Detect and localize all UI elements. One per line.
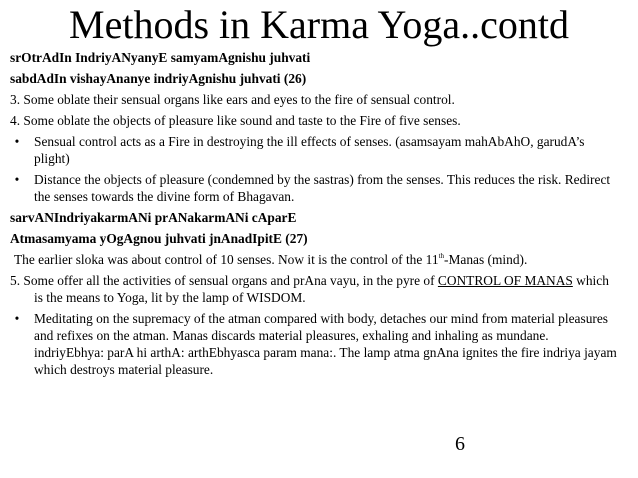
bullet-icon: • xyxy=(14,134,20,149)
point-5 xyxy=(10,272,620,306)
ordinal-superscript: th xyxy=(438,252,445,260)
note-text-end: -Manas (mind). xyxy=(444,252,528,267)
sloka-line-1: srOtrAdIn IndriyANyanyE samyamAgnishu juhvati xyxy=(10,50,311,65)
point-5-emphasis: CONTROL OF MANAS xyxy=(437,273,573,288)
sloka-line-4: Atmasamyama yOgAgnou juhvati jnAnadIpitE (27) xyxy=(10,231,308,246)
bullet-icon: • xyxy=(14,172,20,187)
bullet-item-distance-objects xyxy=(10,171,620,205)
bullet-text: Distance the objects of pleasure (condemned by the sastras) from the senses. This reduces the risk. Redirect the senses towards the divine form of Bhagavan. xyxy=(34,172,611,204)
slide-content xyxy=(10,49,620,382)
point-5-start: 5. Some offer all the activities of sensual organs and prAna vayu, in the pyre of xyxy=(10,273,438,288)
page-number: 6 xyxy=(455,433,465,455)
note-text-start: The earlier sloka was about control of 10 senses. Now it is the control of the 11 xyxy=(14,252,439,267)
sloka-line-2: sabdAdIn vishayAnanye indriyAgnishu juhvati (26) xyxy=(10,71,307,86)
sloka-line-3: sarvANIndriyakarmANi prANakarmANi cAparE xyxy=(10,210,297,225)
slide-title: Methods in Karma Yoga..contd xyxy=(69,2,569,47)
bullet-text: Sensual control acts as a Fire in destroying the ill effects of senses. (asamsayam mahAbAhO, garudA’s plight) xyxy=(34,134,585,166)
point-3: 3. Some oblate their sensual organs like ears and eyes to the fire of sensual control. xyxy=(10,92,455,107)
note-manas xyxy=(10,251,620,268)
bullet-item-sensual-control xyxy=(10,133,620,167)
point-4: 4. Some oblate the objects of pleasure like sound and taste to the Fire of five senses. xyxy=(10,113,461,128)
bullet-item-meditating xyxy=(10,310,620,378)
bullet-text: Meditating on the supremacy of the atman compared with body, detaches our mind from material pleasures and refixes on the atman. Manas discards material pleasures, exhaling and inhaling as mundane. indriyEbhya: parA hi arthA: arthEbhyasca param mana:. The lamp atma gnAna ignites the fire indriya jayam which destroys material pleasure. xyxy=(34,311,617,377)
bullet-icon: • xyxy=(14,311,20,326)
point-5-end: which is the means to Yoga, lit by the lamp of WISDOM. xyxy=(34,273,609,305)
